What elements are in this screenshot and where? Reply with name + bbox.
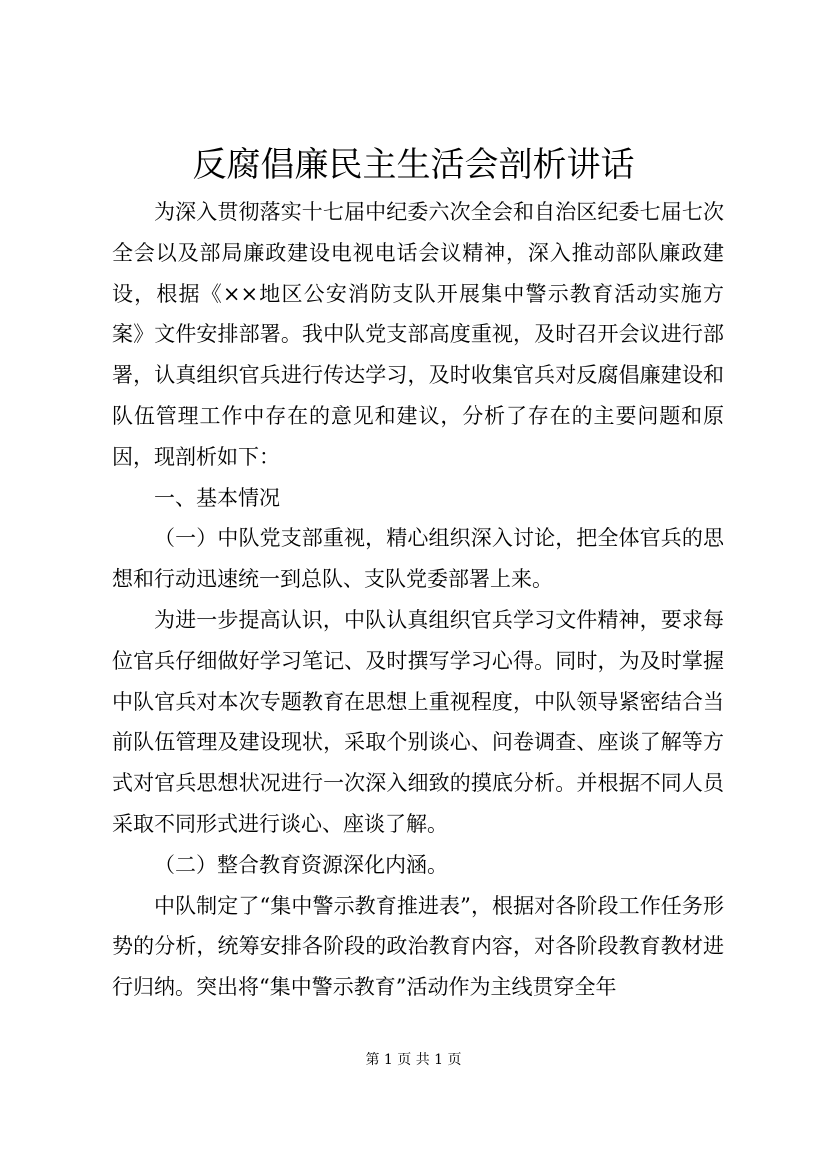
paragraph-education-plan: 中队制定了“集中警示教育推进表”，根据对各阶段工作任务形势的分析，统筹安排各阶段的政治教育内容，对各阶段教育教材进行归纳。突出将“集中警示教育”活动作为主线贯穿全年 xyxy=(112,893,724,1000)
section-heading-basic-situation: 一、基本情况 xyxy=(154,485,280,510)
page-number-footer: 第 1 页 共 1 页 xyxy=(365,1052,462,1068)
subsection-heading-1: （一）中队党支部重视，精心组织深入讨论，把全体官兵的思想和行动迅速统一到总队、支队党委部署上来。 xyxy=(112,526,724,592)
document-title: 反腐倡廉民主生活会剖析讲话 xyxy=(192,145,635,185)
document-body xyxy=(112,192,724,1008)
paragraph-intro: 为深入贯彻落实十七届中纪委六次全会和自治区纪委七届七次全会以及部局廉政建设电视电话会议精神，深入推动部队廉政建设，根据《××地区公安消防支队开展集中警示教育活动实施方案》文件安排部署。我中队党支部高度重视，及时召开会议进行部署，认真组织官兵进行传达学习，及时收集官兵对反腐倡廉建设和队伍管理工作中存在的意见和建议，分析了存在的主要问题和原因，现剖析如下： xyxy=(112,200,724,469)
paragraph-study: 为进一步提高认识，中队认真组织官兵学习文件精神，要求每位官兵仔细做好学习笔记、及时撰写学习心得。同时，为及时掌握中队官兵对本次专题教育在思想上重视程度，中队领导紧密结合当前队伍管理及建设现状，采取个别谈心、问卷调查、座谈了解等方式对官兵思想状况进行一次深入细致的摸底分析。并根据不同人员采取不同形式进行谈心、座谈了解。 xyxy=(112,607,724,836)
subsection-heading-2: （二）整合教育资源深化内涵。 xyxy=(154,852,448,877)
